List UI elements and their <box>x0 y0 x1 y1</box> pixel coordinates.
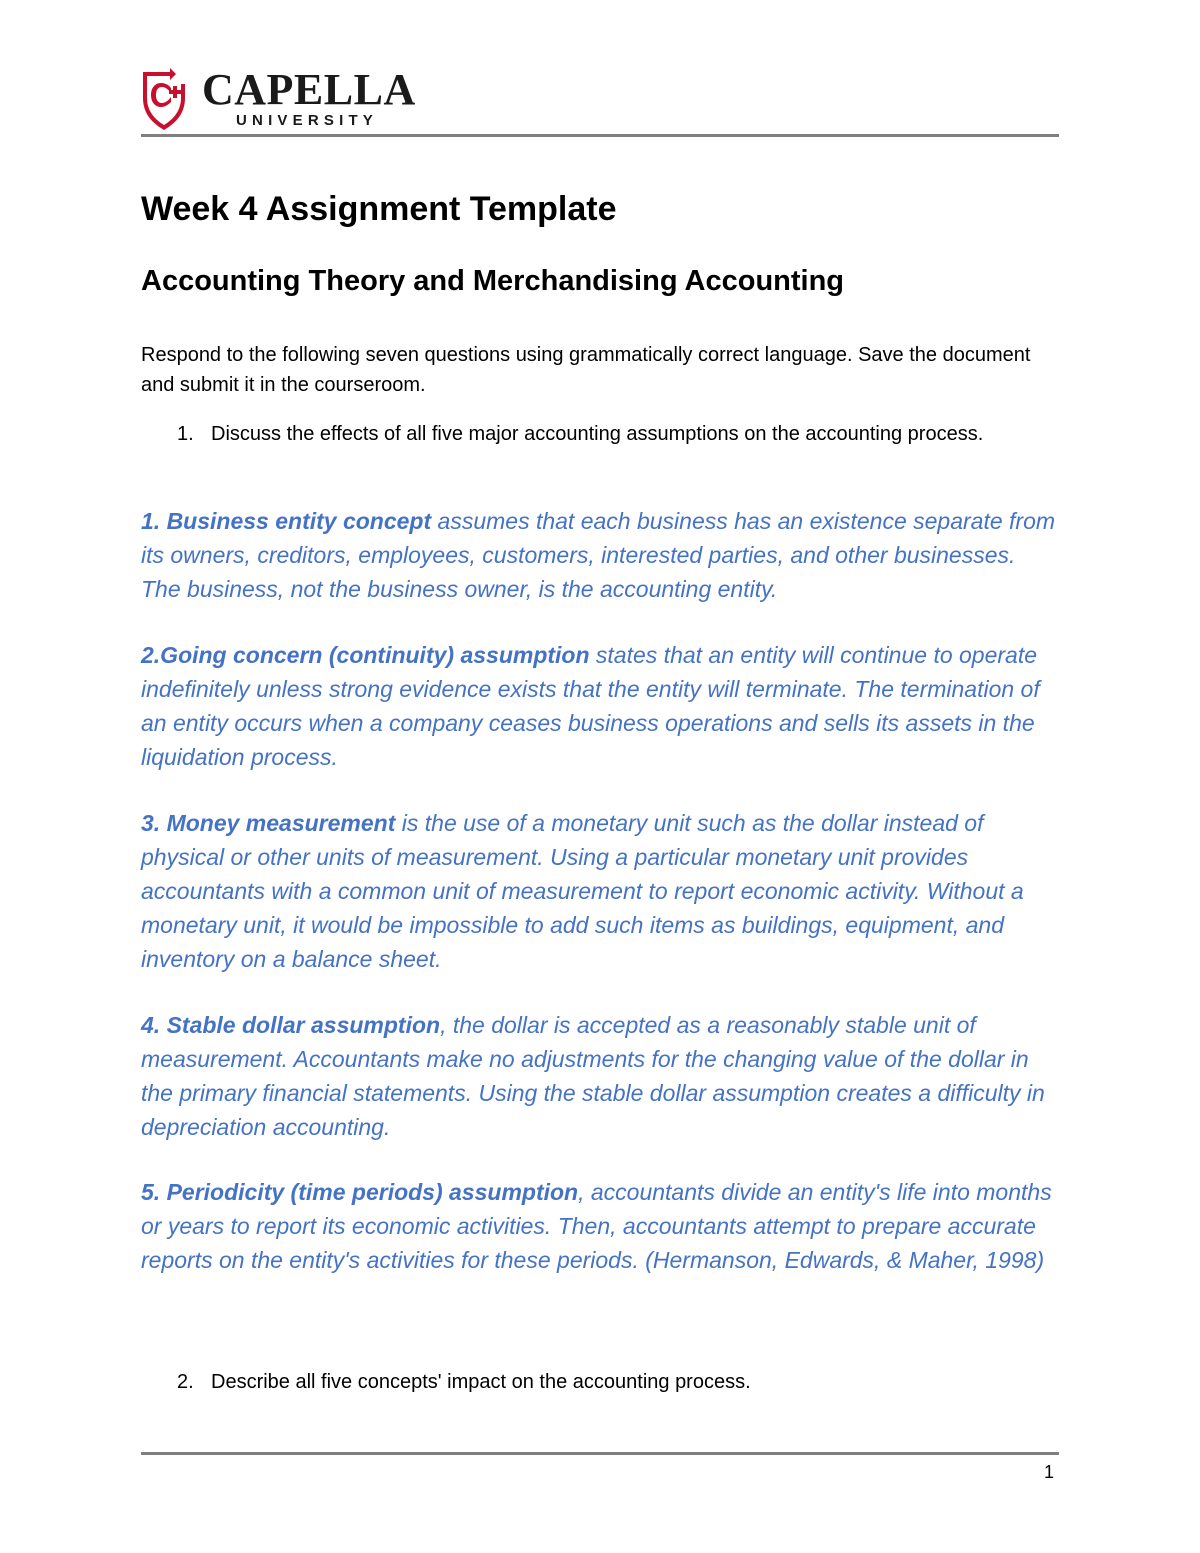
answer-term: 1. Business entity concept <box>141 508 432 534</box>
document-subtitle: Accounting Theory and Merchandising Accounting <box>141 265 845 297</box>
answer-body: , accountants divide an entity's life into months or years to report its economic activities. Then, accountants attempt to prepare accurate reports on the entity's activities for these periods. (Hermanson, Edwards, & Maher, 1998) <box>141 1179 1052 1273</box>
header-divider <box>141 134 1059 137</box>
capella-shield-icon <box>140 68 188 130</box>
answer-term: 5. Periodicity (time periods) assumption <box>141 1179 579 1205</box>
answer-business-entity <box>141 504 1061 606</box>
answer-stable-dollar <box>141 1008 1061 1144</box>
answer-periodicity <box>141 1175 1061 1277</box>
question-1 <box>141 420 983 448</box>
logo-wordmark: CAPELLA <box>202 65 416 114</box>
answer-term: 4. Stable dollar assumption <box>141 1012 441 1038</box>
logo-subtitle: UNIVERSITY <box>236 112 379 129</box>
answer-body: is the use of a monetary unit such as the dollar instead of physical or other units of measurement. Using a particular monetary unit provides accountants with a common unit of measurement to report economic activity. Without a monetary unit, it would be impossible to add such items as buildings, equipment, and inventory on a balance sheet. <box>141 810 1024 972</box>
footer-divider <box>141 1452 1059 1455</box>
instructions-paragraph: Respond to the following seven questions using grammatically correct language. Save the document and submit it in the courseroom. <box>141 344 1031 396</box>
question-2 <box>141 1368 751 1396</box>
answer-term: 2.Going concern (continuity) assumption <box>141 642 590 668</box>
question-text: Discuss the effects of all five major accounting assumptions on the accounting process. <box>211 423 984 445</box>
answer-body: assumes that each business has an existence separate from its owners, creditors, employees, customers, interested parties, and other businesses. The business, not the business owner, is the accounting entity. <box>141 508 1056 602</box>
question-number: 1. <box>177 423 194 445</box>
question-number: 2. <box>177 1371 194 1393</box>
question-text: Describe all five concepts' impact on the accounting process. <box>211 1371 751 1393</box>
document-title: Week 4 Assignment Template <box>141 190 617 228</box>
page-number: 1 <box>1044 1462 1055 1482</box>
answer-money-measurement <box>141 806 1061 976</box>
answer-body: states that an entity will continue to operate indefinitely unless strong evidence exists that the entity will terminate. The termination of an entity occurs when a company ceases business operations and sells its assets in the liquidation process. <box>141 642 1040 770</box>
answer-going-concern <box>141 638 1061 774</box>
answer-body: , the dollar is accepted as a reasonably stable unit of measurement. Accountants make no adjustments for the changing value of the dollar in the primary financial statements. Using the stable dollar assumption creates a difficulty in depreciation accounting. <box>141 1012 1045 1140</box>
answer-term: 3. Money measurement <box>141 810 396 836</box>
